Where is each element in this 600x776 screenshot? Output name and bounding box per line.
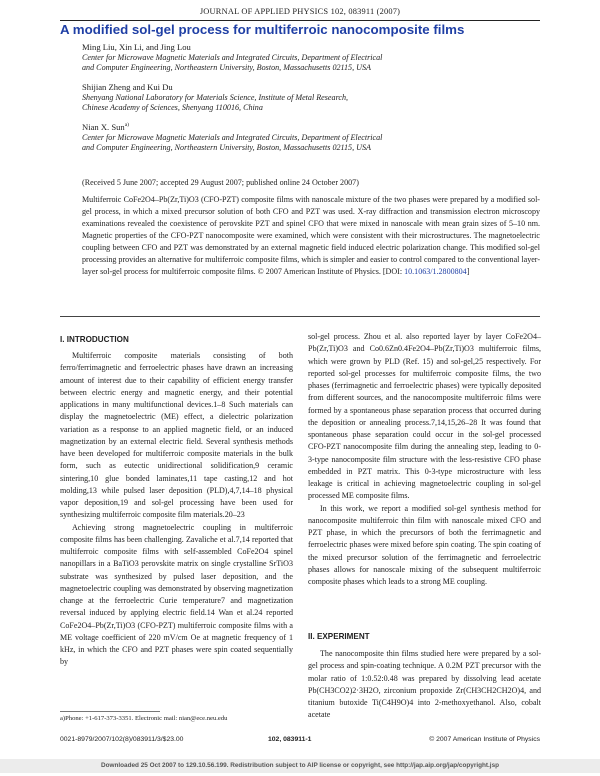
footer-issn: 0021-8979/2007/102(8)/083911/3/$23.00 xyxy=(60,736,184,743)
affiliation-line: Shenyang National Laboratory for Materials Science, Institute of Metal Research, xyxy=(82,92,349,102)
author-names: Ming Liu, Xin Li, and Jing Lou xyxy=(82,42,191,52)
paragraph: Multiferroic composite materials consisting of both ferro/ferrimagnetic and ferroelectric phases have drawn an increasing amount of interest due to their capability of efficient energy transfer between electric energy and magnetic energy, and their potential applications in many multifunctional devices.1–8 Such materials can display the magnetoelectric (ME) effect, a dielectric polarization variation as a response to an applied magnetic field, or an induced magnetization by an external electric field. Several synthesis methods have been developed for multiferroic composite materials in the bulk form, such as eutectic unidirectional solidification,9 ceramic sintering,10 glue bonded laminates,11 tape casting,12 and hot molding,13 while pulsed laser deposition (PLD),4,7,14–18 physical vapor deposition,19 and sol-gel processing have been used for synthesizing multiferroic composite film materials.20–23 xyxy=(60,351,293,520)
received-dates: (Received 5 June 2007; accepted 29 August 2007; published online 24 October 2007) xyxy=(82,178,359,187)
running-header: JOURNAL OF APPLIED PHYSICS 102, 083911 (2007) xyxy=(199,7,401,16)
author-name: Nian X. Sun xyxy=(82,122,125,132)
footer-page: 102, 083911-1 xyxy=(268,736,312,743)
download-note: Downloaded 25 Oct 2007 to 129.10.56.199. Redistribution subject to AIP license or copyright, see http://jap.aip.org/jap/copyright.jsp xyxy=(100,762,500,769)
footnote: a)Phone: +1-617-373-3351. Electronic mail: nian@ece.neu.edu xyxy=(60,715,228,722)
abstract-rule xyxy=(60,316,540,317)
header-rule xyxy=(60,20,540,21)
affiliation-line: and Computer Engineering, Northeastern University, Boston, Massachusetts 02115, USA xyxy=(82,143,371,153)
author-names: Shijian Zheng and Kui Du xyxy=(82,82,173,92)
footnote-marker: a) xyxy=(124,122,130,129)
doi-link[interactable]: 10.1063/1.2800804 xyxy=(404,267,467,277)
abstract xyxy=(82,194,540,278)
author-block-3 xyxy=(82,122,542,154)
paragraph: The nanocomposite thin films studied here were prepared by a sol-gel process and spin-coating technique. A 0.2M PZT precursor with the molar ratio of 1:0.52:0.48 was prepared by dissolving lead acetate Pb(CH3CO2)2·3H2O, zirconium propoxide Zr(CH3CH2CH2O)4, and titanium butoxide Ti(C4H9O)4 into 2-methoxyethanol. Also, cobalt acetate xyxy=(308,649,541,720)
paper-title: A modified sol-gel process for multiferroic nanocomposite films xyxy=(60,22,465,37)
right-column xyxy=(308,331,541,588)
abstract-text: Multiferroic CoFe2O4–Pb(Zr,Ti)O3 (CFO-PZT) composite films with nanoscale mixture of the two phases were prepared by a modified sol-gel process, in which a mixed precursor solution of both CFO and PZT was used. X-ray diffraction and transmission electron microscopy examinations revealed the coexistence of perovskite PZT and spinel CFO that were mixed in nanoscale with mean grain sizes of 5–10 nm. Magnetic properties of the CFO-PZT nanocomposite were examined, which were consistent with their microstructures. The magnetoelectric coupling between CFO and PZT was demonstrated by an external magnetic field induced electric polarization change. This modified sol-gel processing provides an alternative for multiferroic composite films, which is simpler and easier to control compared to the conventional layer-layer sol-gel process for multiferroic composite films. © 2007 American Institute of Physics. [DOI: xyxy=(82,195,540,277)
author-block-1 xyxy=(82,42,542,74)
affiliation-line: Chinese Academy of Sciences, Shenyang 110016, China xyxy=(82,103,263,113)
left-column xyxy=(60,350,293,669)
affiliation-line: Center for Microwave Magnetic Materials and Integrated Circuits, Department of Electrical xyxy=(82,52,383,62)
author-names xyxy=(82,122,542,133)
author-block-2 xyxy=(82,82,542,114)
section-heading-introduction: I. INTRODUCTION xyxy=(60,335,129,344)
paragraph: sol-gel process. Zhou et al. also reported layer by layer CoFe2O4–Pb(Zr,Ti)O3 and Co0.6Zn0.4Fe2O4–Pb(Zr,Ti)O3 multiferroic films, which were grown by PLD (Ref. 15) and sol-gel,25 respectively. For reported sol-gel processes for multiferroic composite films, the two phases (ferrimagnetic and ferroelectric phases) were typically deposited from different sources, and the nanocomposite multiferroic films were formed by a spontaneous phase separation process that occurred during the deposition or annealing process.7,14,15,26–28 It was found that spontaneous phase separation could occur in the sol-gel processed CFO-PZT nanocomposite film during the annealing step, leading to 0-3-type nanocomposite film structure with the less-resistive CFO phase embedded in PZT matrix. This 0-3-type microstructure with less leakage is critical in achieving magnetoelectric coupling in sol-gel processed ME composite films. xyxy=(308,332,541,501)
affiliation-line: and Computer Engineering, Northeastern University, Boston, Massachusetts 02115, USA xyxy=(82,63,371,73)
section-heading-experiment: II. EXPERIMENT xyxy=(308,632,370,641)
paragraph: Achieving strong magnetoelectric coupling in multiferroic composite films has been challenging. Zavaliche et al.7,14 reported that multiferroic composite films with self-assembled CoFe2O4 spinel nanopillars in a BaTiO3 perovskite matrix on single crystalline SrTiO3 substrate was synthesized by pulsed laser deposition, and the magnetoelectric coupling was demonstrated by observing magnetization change at the ferroelectric Curie temperature7 and magnetization reversal induced by applying electric field.14 Wan et al.24 reported CoFe2O4–Pb(Zr,Ti)O3 (CFO-PZT) multiferroic composite films with a ME voltage coefficient of 220 mV/cm Oe at magnetic frequency of 1 kHz, in which the CFO and PZT phases were spin coated sequentially by xyxy=(60,522,293,667)
right-column-experiment xyxy=(308,648,541,722)
affiliation-line: Center for Microwave Magnetic Materials and Integrated Circuits, Department of Electrical xyxy=(82,132,383,142)
footnote-rule xyxy=(60,711,160,712)
paragraph: In this work, we report a modified sol-gel synthesis method for nanocomposite multiferroic thin film with nanoscale mixed CFO and PZT phase, in which the precursors of both the ferrimagnetic and ferroelectric phases were mixed before spin coating. The spin coating of the mixed precursor solution of the ferrimagnetic and ferroelectric phases allows for nanoscale mixing of the subsequent multiferroic composite phases which leads to a strong ME coupling. xyxy=(308,503,541,586)
footer-copyright: © 2007 American Institute of Physics xyxy=(429,736,540,743)
abstract-close: ] xyxy=(466,267,470,277)
